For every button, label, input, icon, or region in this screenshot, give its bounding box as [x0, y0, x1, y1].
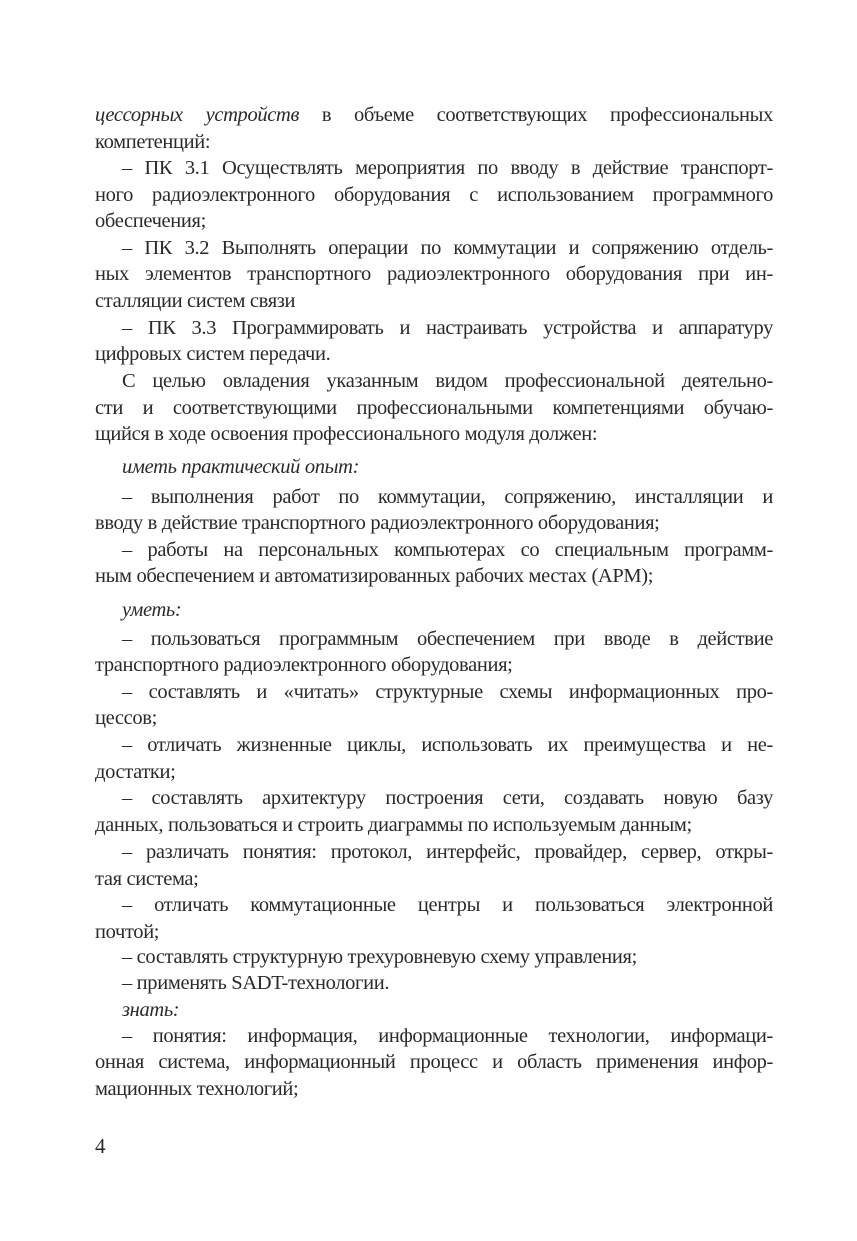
text-line — [122, 839, 773, 865]
text-line — [95, 395, 773, 421]
line-text: онная система, информационный процесс и область применения инфор- — [95, 1051, 773, 1073]
text-line — [122, 484, 773, 510]
text-line — [95, 510, 773, 536]
line-text: – составлять архитектуру построения сети, создавать новую базу — [122, 787, 773, 809]
line-text: – составлять структурную трехуровневую схему управления; — [122, 946, 637, 968]
line-text: ных элементов транспортного радиоэлектронного оборудования при ин- — [95, 263, 773, 285]
line-text: цифровых систем передачи. — [95, 343, 331, 365]
section-heading — [122, 997, 773, 1023]
line-text: цессов; — [95, 707, 157, 729]
line-text: – составлять и «читать» структурные схемы информационных про- — [122, 681, 773, 703]
text-line — [122, 679, 773, 705]
line-text: ным обеспечением и автоматизированных рабочих местах (АРМ); — [95, 565, 654, 587]
text-line — [95, 919, 773, 945]
text-line — [122, 1023, 773, 1049]
text-line — [95, 759, 773, 785]
line-text: тая система; — [95, 868, 199, 890]
text-line — [95, 1049, 773, 1075]
text-line — [95, 812, 773, 838]
line-text: знать: — [122, 999, 180, 1021]
line-text: вводу в действие транспортного радиоэлектронного оборудования; — [95, 512, 660, 534]
text-line — [122, 732, 773, 758]
line-text: – различать понятия: протокол, интерфейс, провайдер, сервер, откры- — [122, 841, 773, 863]
text-line — [95, 208, 773, 234]
text-line — [122, 235, 773, 261]
text-line — [122, 944, 773, 970]
line-text: уметь: — [122, 599, 182, 621]
text-line — [95, 421, 773, 447]
line-text: С целью овладения указанным видом профессиональной деятельно- — [122, 370, 773, 392]
text-line — [122, 970, 773, 996]
line-text: обеспечения; — [95, 210, 206, 232]
line-text: данных, пользоваться и строить диаграммы по используемым данным; — [95, 814, 692, 836]
line-text: почтой; — [95, 921, 160, 943]
line-text: – применять SADT-технологии. — [122, 972, 390, 994]
line-text: – выполнения работ по коммутации, сопряжению, инсталляции и — [122, 486, 773, 508]
line-text: в объеме соответствующих профессиональных — [299, 104, 773, 126]
text-line — [95, 652, 773, 678]
line-text: сти и соответствующими профессиональными компетенциями обучаю- — [95, 397, 773, 419]
text-line — [95, 341, 773, 367]
text-line — [95, 705, 773, 731]
line-text: – отличать жизненные циклы, использовать их преимущества и не- — [122, 734, 773, 756]
text-line — [95, 1076, 773, 1102]
line-text: – ПК 3.3 Программировать и настраивать устройства и аппаратуру — [122, 317, 773, 339]
line-text: мационных технологий; — [95, 1078, 299, 1100]
italic-term: цессорных устройств — [95, 104, 300, 126]
line-text: транспортного радиоэлектронного оборудования; — [95, 654, 513, 676]
text-line — [95, 182, 773, 208]
line-text: сталляции систем связи — [95, 290, 296, 312]
line-text: – ПК 3.2 Выполнять операции по коммутации и сопряжению отдель- — [122, 237, 773, 259]
text-line — [122, 368, 773, 394]
line-text: щийся в ходе освоения профессионального модуля должен: — [95, 423, 598, 445]
line-text: – ПК 3.1 Осуществлять мероприятия по вводу в действие транспорт- — [122, 157, 773, 179]
line-text: компетенций: — [95, 131, 211, 153]
text-line — [95, 261, 773, 287]
text-line — [95, 102, 773, 128]
text-line — [95, 866, 773, 892]
line-text: – работы на персональных компьютерах со специальным программ- — [122, 539, 773, 561]
text-line — [122, 315, 773, 341]
page-number: 4 — [95, 1134, 106, 1158]
line-text: – пользоваться программным обеспечением при вводе в действие — [122, 628, 773, 650]
line-text: иметь практический опыт: — [122, 456, 360, 478]
section-heading — [122, 454, 773, 480]
text-line — [122, 626, 773, 652]
text-line — [95, 129, 773, 155]
text-line — [122, 785, 773, 811]
text-line — [122, 892, 773, 918]
line-text: – отличать коммутационные центры и пользоваться электронной — [122, 894, 773, 916]
section-heading — [122, 597, 773, 623]
line-text: ного радиоэлектронного оборудования с использованием программного — [95, 184, 773, 206]
line-text: достатки; — [95, 761, 176, 783]
text-line — [122, 537, 773, 563]
text-line — [122, 155, 773, 181]
line-text: – понятия: информация, информационные технологии, информаци- — [122, 1025, 773, 1047]
text-line — [95, 288, 773, 314]
text-line — [95, 563, 773, 589]
